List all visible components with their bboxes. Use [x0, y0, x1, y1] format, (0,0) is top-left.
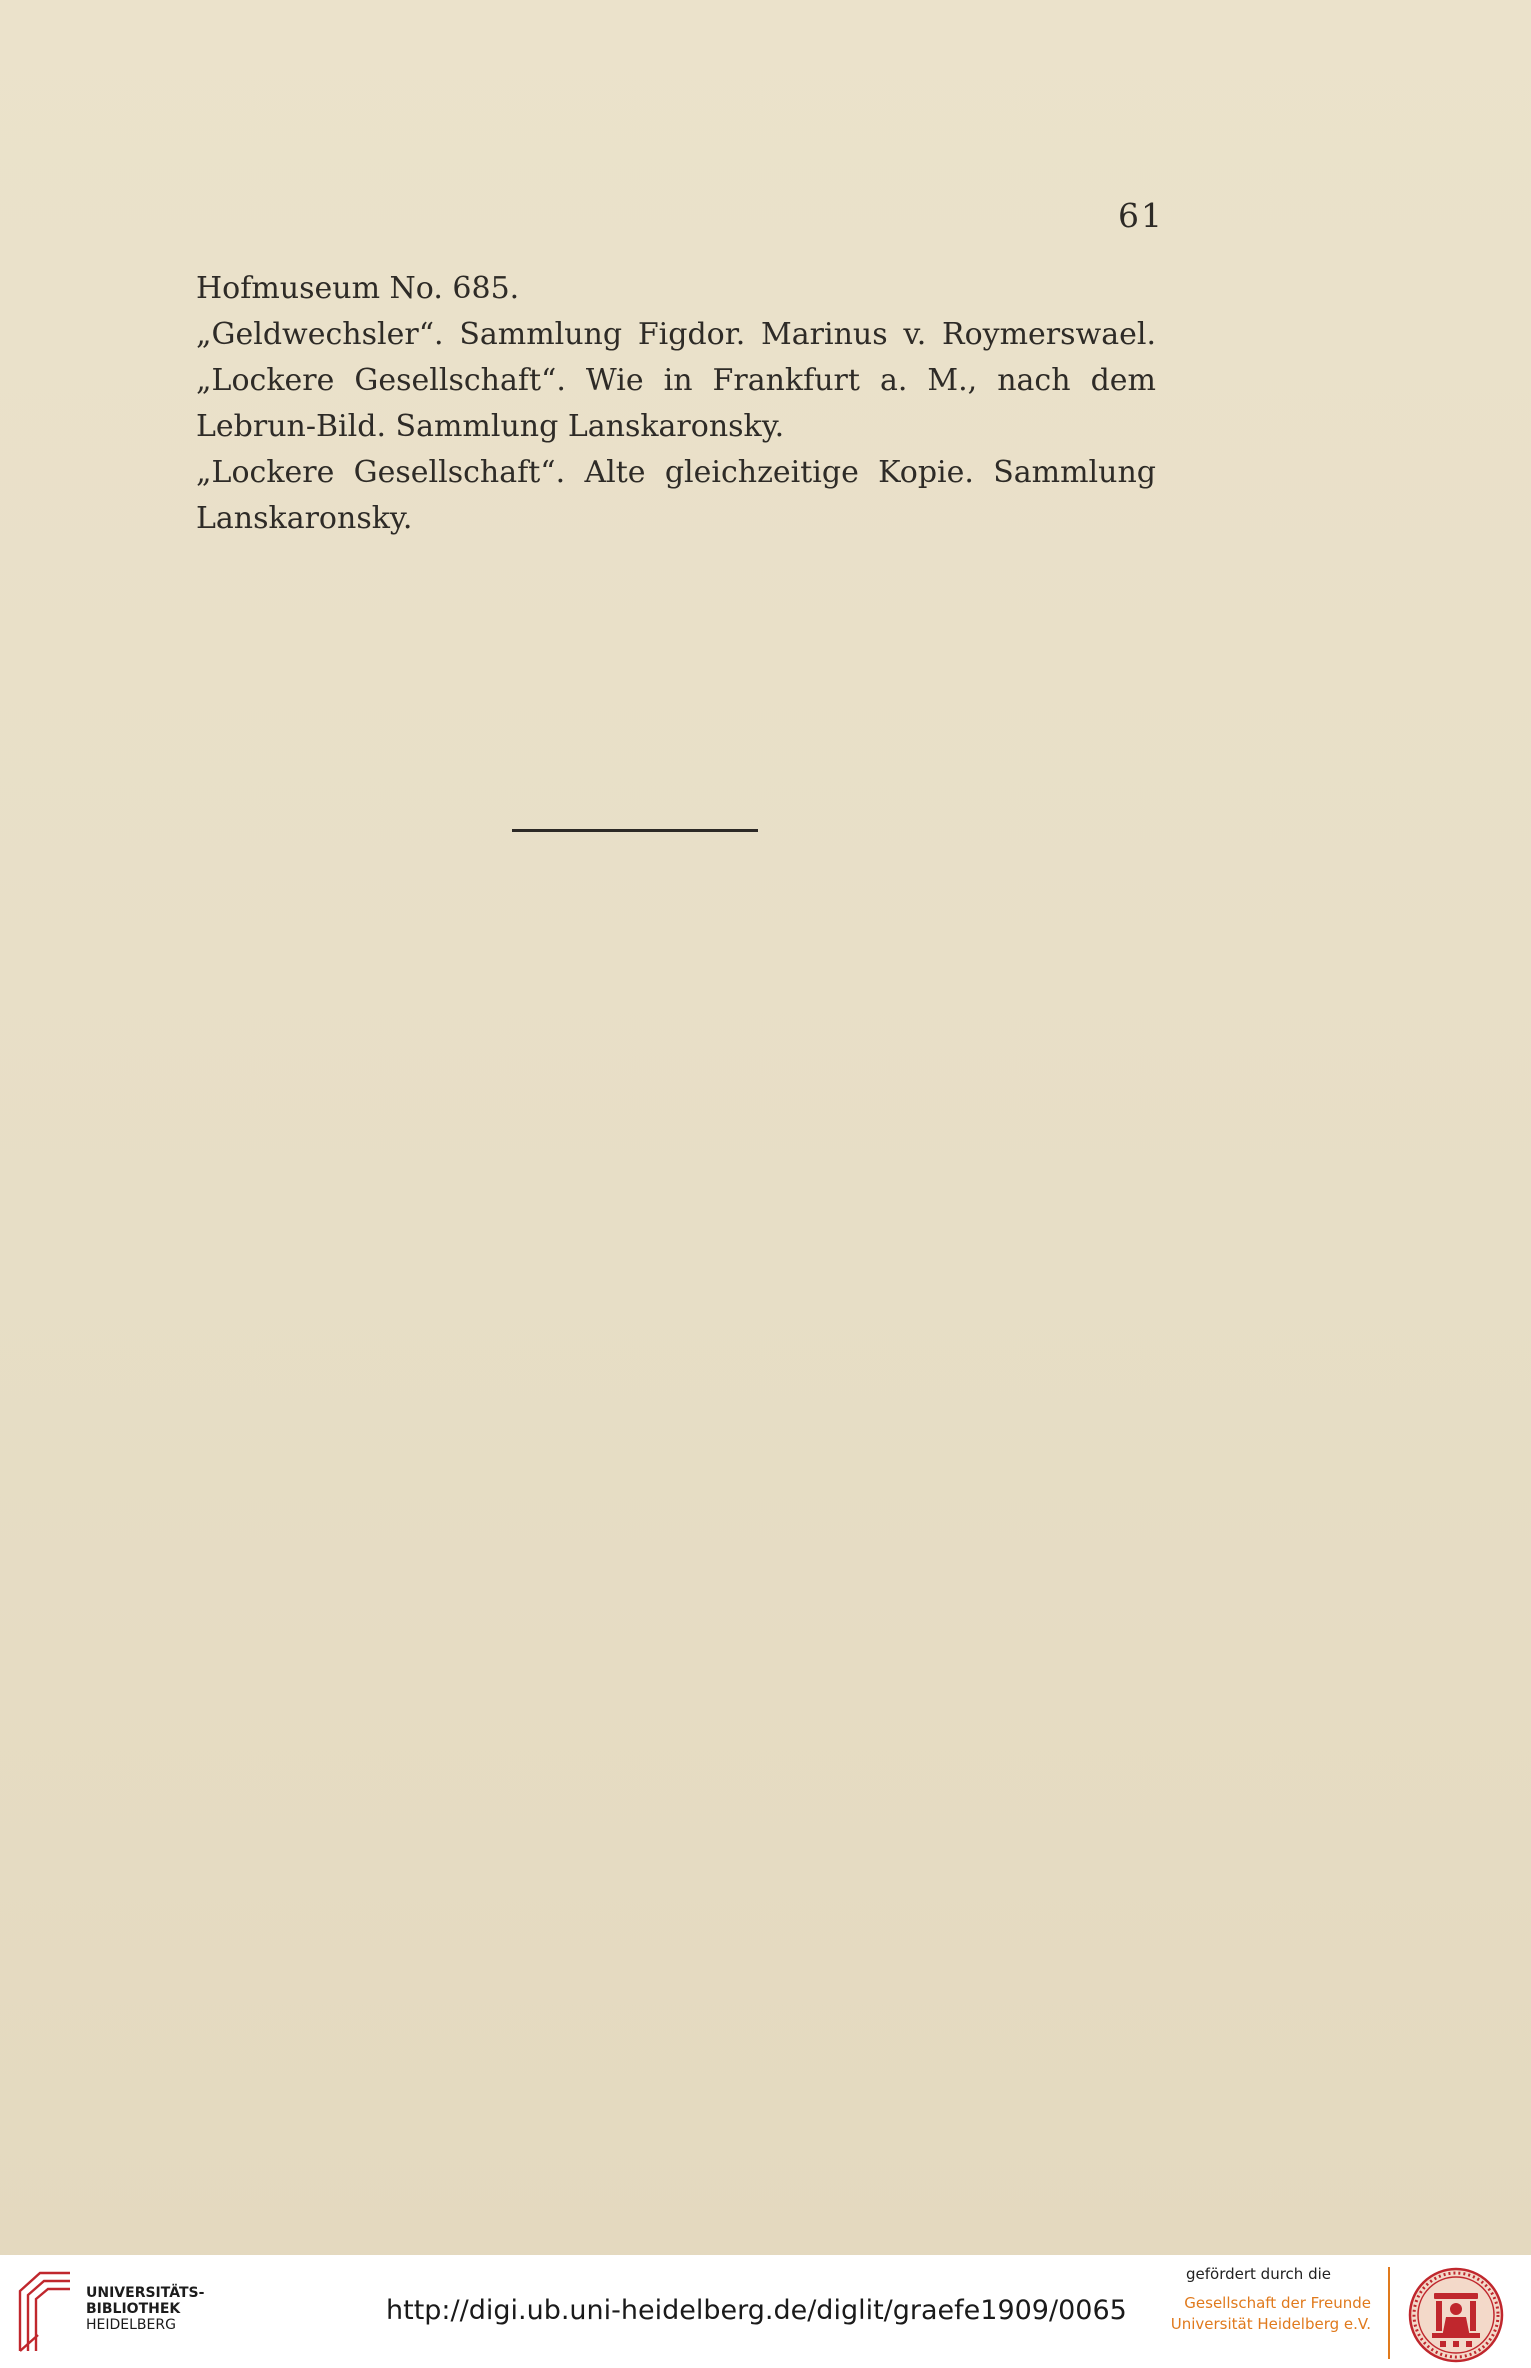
text-line: „Lockere Gesellschaft“. Wie in Frankfurt a. M., nach dem: [196, 363, 1156, 398]
sponsor-name-line: Universität Heidelberg e.V.: [1170, 2315, 1371, 2333]
library-name-line: UNIVERSITÄTS-: [86, 2285, 205, 2301]
sponsor-name[interactable]: [1171, 2293, 1371, 2335]
funded-by-label: gefördert durch die: [1186, 2265, 1331, 2283]
university-seal-icon: [1408, 2267, 1504, 2363]
library-name-line: BIBLIOTHEK: [86, 2301, 181, 2317]
text-line: „Geldwechsler“. Sammlung Figdor. Marinus v. Roymerswael.: [196, 317, 1156, 352]
sponsor-name-line: Gesellschaft der Freunde: [1184, 2294, 1371, 2312]
university-library-name: [86, 2285, 204, 2333]
text-line: „Lockere Gesellschaft“. Alte gleichzeitige Kopie. Sammlung: [196, 455, 1156, 490]
library-name-line: HEIDELBERG: [86, 2317, 176, 2333]
text-line: Hofmuseum No. 685.: [196, 271, 520, 306]
footer-bar: [0, 2255, 1531, 2368]
page-number: 61: [1118, 196, 1164, 235]
section-divider: [512, 829, 758, 832]
text-line: Lebrun-Bild. Sammlung Lanskaronsky.: [196, 409, 785, 444]
permalink-url[interactable]: http://digi.ub.uni-heidelberg.de/diglit/graefe1909/0065: [386, 2295, 1127, 2326]
body-text: [196, 266, 1156, 542]
university-library-logo-icon[interactable]: [14, 2269, 76, 2353]
footer-divider: [1388, 2267, 1390, 2359]
text-line: Lanskaronsky.: [196, 501, 413, 536]
